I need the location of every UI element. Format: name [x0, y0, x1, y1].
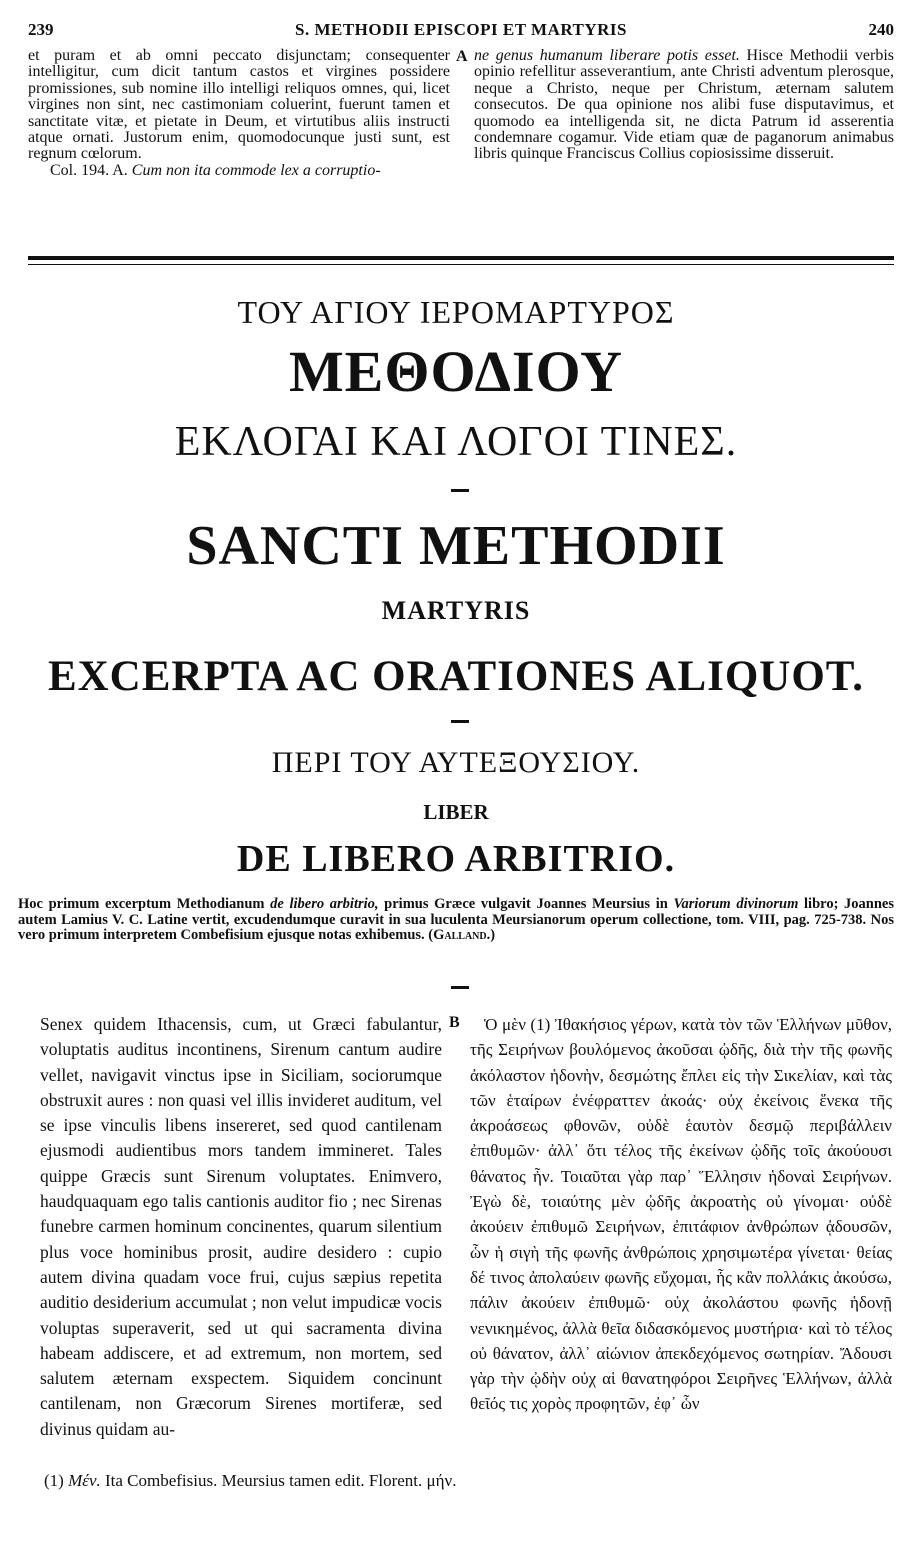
divider-thin [28, 264, 894, 265]
page-number-left: 239 [28, 20, 54, 39]
latin-heading-martyris: MARTYRIS [381, 596, 531, 625]
running-header [28, 20, 894, 42]
footnote-greek-word: Μέν. [68, 1471, 101, 1490]
greek-heading-line1: ΤΟΥ ΑΓΙΟΥ ΙΕΡΟΜΑΡΤΥΡΟΣ [237, 294, 675, 330]
margin-letter-b: B [449, 1014, 460, 1031]
upper-left-paragraph: et puram et ab omni peccato disjunctam; consequenter intelligitur, cum dicit tantum castos et virgines possidere promissiones, sub nomine illo intelligi reliquos omnes, qui, licet virgines non sint, nec castimoniam coluerint, fuerunt tamen et sanctitate vitæ, et pietate in Deum, et virtutibus aliis instructi atque ornati. Justorum enim, quomodocunque justi sunt, est regnum cœlorum. [28, 47, 450, 163]
margin-letter-a: A [456, 48, 468, 65]
title-dash [451, 720, 469, 723]
col-lemma: Cum non ita commode lex a corruptio- [131, 161, 381, 179]
col-reference: Col. 194. A. [50, 161, 128, 179]
upper-left-col-note [28, 163, 450, 179]
footnote-text: Ita Combefisius. Meursius tamen edit. Florent. μήν. [100, 1471, 457, 1490]
divider-thick [28, 256, 894, 260]
title-dash [451, 489, 469, 492]
footnote-number: (1) [44, 1471, 64, 1490]
upper-left-column [28, 48, 450, 179]
greek-subtitle: ΠΕΡΙ ΤΟΥ ΑΥΤΕΞΟΥΣΙΟΥ. [271, 746, 641, 779]
upper-right-lemma: ne genus humanum liberare potis esset. [474, 47, 740, 64]
page-number-right: 240 [868, 20, 894, 39]
greek-text-column [470, 1012, 892, 1417]
editor-name: Galland. [433, 927, 491, 943]
greek-heading-line3: ΕΚΛΟΓΑΙ ΚΑΙ ΛΟΓΟΙ ΤΙΝΕΣ. [174, 419, 738, 465]
footnote [44, 1471, 456, 1491]
greek-body-text: Ὁ μὲν (1) Ἰθακήσιος γέρων, κατὰ τὸν τῶν Ἑλλήνων μῦθον, τῆς Σειρήνων βουλόμενος ἀκοῦσαι ᾠδῆς, διὰ τὴν τῆς φωνῆς ἀκόλαστον ἡδονὴν, δεσμώτης ἔπλει εἰς τὴν Σικελίαν, καὶ τὰς τῶν ἑταίρων ἐνέφραττεν ἀκοάς· οὐχ ἐκείνοις ἕνεκα τῆς ἀκροάσεως φθονῶν, οὐδὲ ἑαυτὸν δεσμῷ περιβάλλειν ἐπιθυμῶν· ἀλλ᾽ ὅτι τέλος τῆς ἐκείνων ᾠδῆς τοῖς ἀκούουσι θάνατος ἦν. Τοιαῦται γὰρ παρ᾽ Ἕλλησιν ἡδοναὶ Σειρήνων. Ἐγὼ δὲ, τοιαύτης μὲν ᾠδῆς ἀκροατὴς οὐ γίνομαι· οὐδὲ ἀκούειν ἐπιθυμῶ Σειρήνων, ἐπιτάφιον ἀνθρώπων ᾀδουσῶν, ὧν ἡ σιγὴ τῆς φωνῆς ἀνθρώποις χρησιμωτέρα γίνεται· θείας δέ τινος ἀπολαύειν φωνῆς εὔχομαι, ἧς κἂν πολλάκις ἀκούσω, πάλιν ἀκούειν ἐπιθυμῶ· οὐχ ἀκολάστου φωνῆς ἡδονῇ νενικημένος, ἀλλὰ θεῖα διδασκόμενος μυστήρια· καὶ τὸ τέλος οὐ θάνατον, ἀλλ᾽ αἰώνιον ἀπεκδεχόμενος σωτηρίαν. Ἄδουσι γὰρ τὴν ᾠδὴν οὐχ αἱ θανατηφόροι Σειρῆνες Ἑλλήνων, ἀλλὰ θεῖός τις χορὸς προφητῶν, ἐφ᾽ ὧν [470, 1015, 892, 1414]
section-dash [451, 986, 469, 989]
latin-subtitle-arbitrio: DE LIBERO ARBITRIO. [236, 838, 676, 880]
latin-subtitle-liber: LIBER [423, 800, 489, 824]
latin-heading-excerpta: EXCERPTA AC ORATIONES ALIQUOT. [47, 653, 865, 700]
running-title: S. METHODII EPISCOPI ET MARTYRIS [294, 20, 627, 39]
upper-right-paragraph: ne genus humanum liberare potis esset. Hisce Methodii verbis opinio refellitur asseverantium, ante Christi adventum plerosque, neque a Christo, neque per Christum, æternam salutem consecutos. De qua opinione nos alibi fuse disputavimus, et quomodo ea intelligenda sit, ne dicta Patrum id asserentia condemnare cogamur. Vide etiam quæ de paganorum animabus libris quinque Franciscus Collius copiosissime disseruit. [474, 47, 894, 163]
upper-right-column [474, 48, 894, 163]
latin-body-text: Senex quidem Ithacensis, cum, ut Græci fabulantur, voluptatis auditus incontinens, Sirenum cantum audire vellet, navigavit vinctus ipse in Siciliam, sociorumque obstruxit aures : non quasi vel illis invideret auditum, vel se ipse vinculis libens insereret, sed quod cantilenam ejusmodi audientibus mors tandem immineret. Tales quippe Græcis sunt Sirenum voluptates. Enimvero, haudquaquam ego talis cantionis auditor fio ; nec Sirenas funebre carmen hominum concinentes, quarum silentium plus voce hominibus prosit, audire desidero : cupio autem divina quadam voce frui, cujus sæpius repetita auditio desiderium accumulat ; non velut impudicæ vocis voluptas superaverit, sed ut qui sacramenta divina habeam addiscere, et ad extremum, non mortem, sed salutem æternam exspectem. Siquidem concinunt cantilenam, non Græcorum Sirenes mortiferæ, sed divinus quidam au- [40, 1014, 442, 1439]
editorial-note: Hoc primum excerptum Methodianum de libero arbitrio, primus Græce vulgavit Joannes Meursius in Variorum divinorum libro; Joannes autem Lamius V. C. Latine vertit, excudendumque curavit in sua luculenta Meursianorum operum collectione, tom. VIII, pag. 725-738. Nos vero primum interpretem Combefisium ejusque notas exhibemus. (Galland.) [18, 896, 895, 943]
latin-heading-name: SANCTI METHODII [186, 515, 726, 577]
latin-text-column [40, 1012, 442, 1442]
greek-heading-name: ΜΕΘΟΔΙΟΥ [288, 339, 624, 404]
